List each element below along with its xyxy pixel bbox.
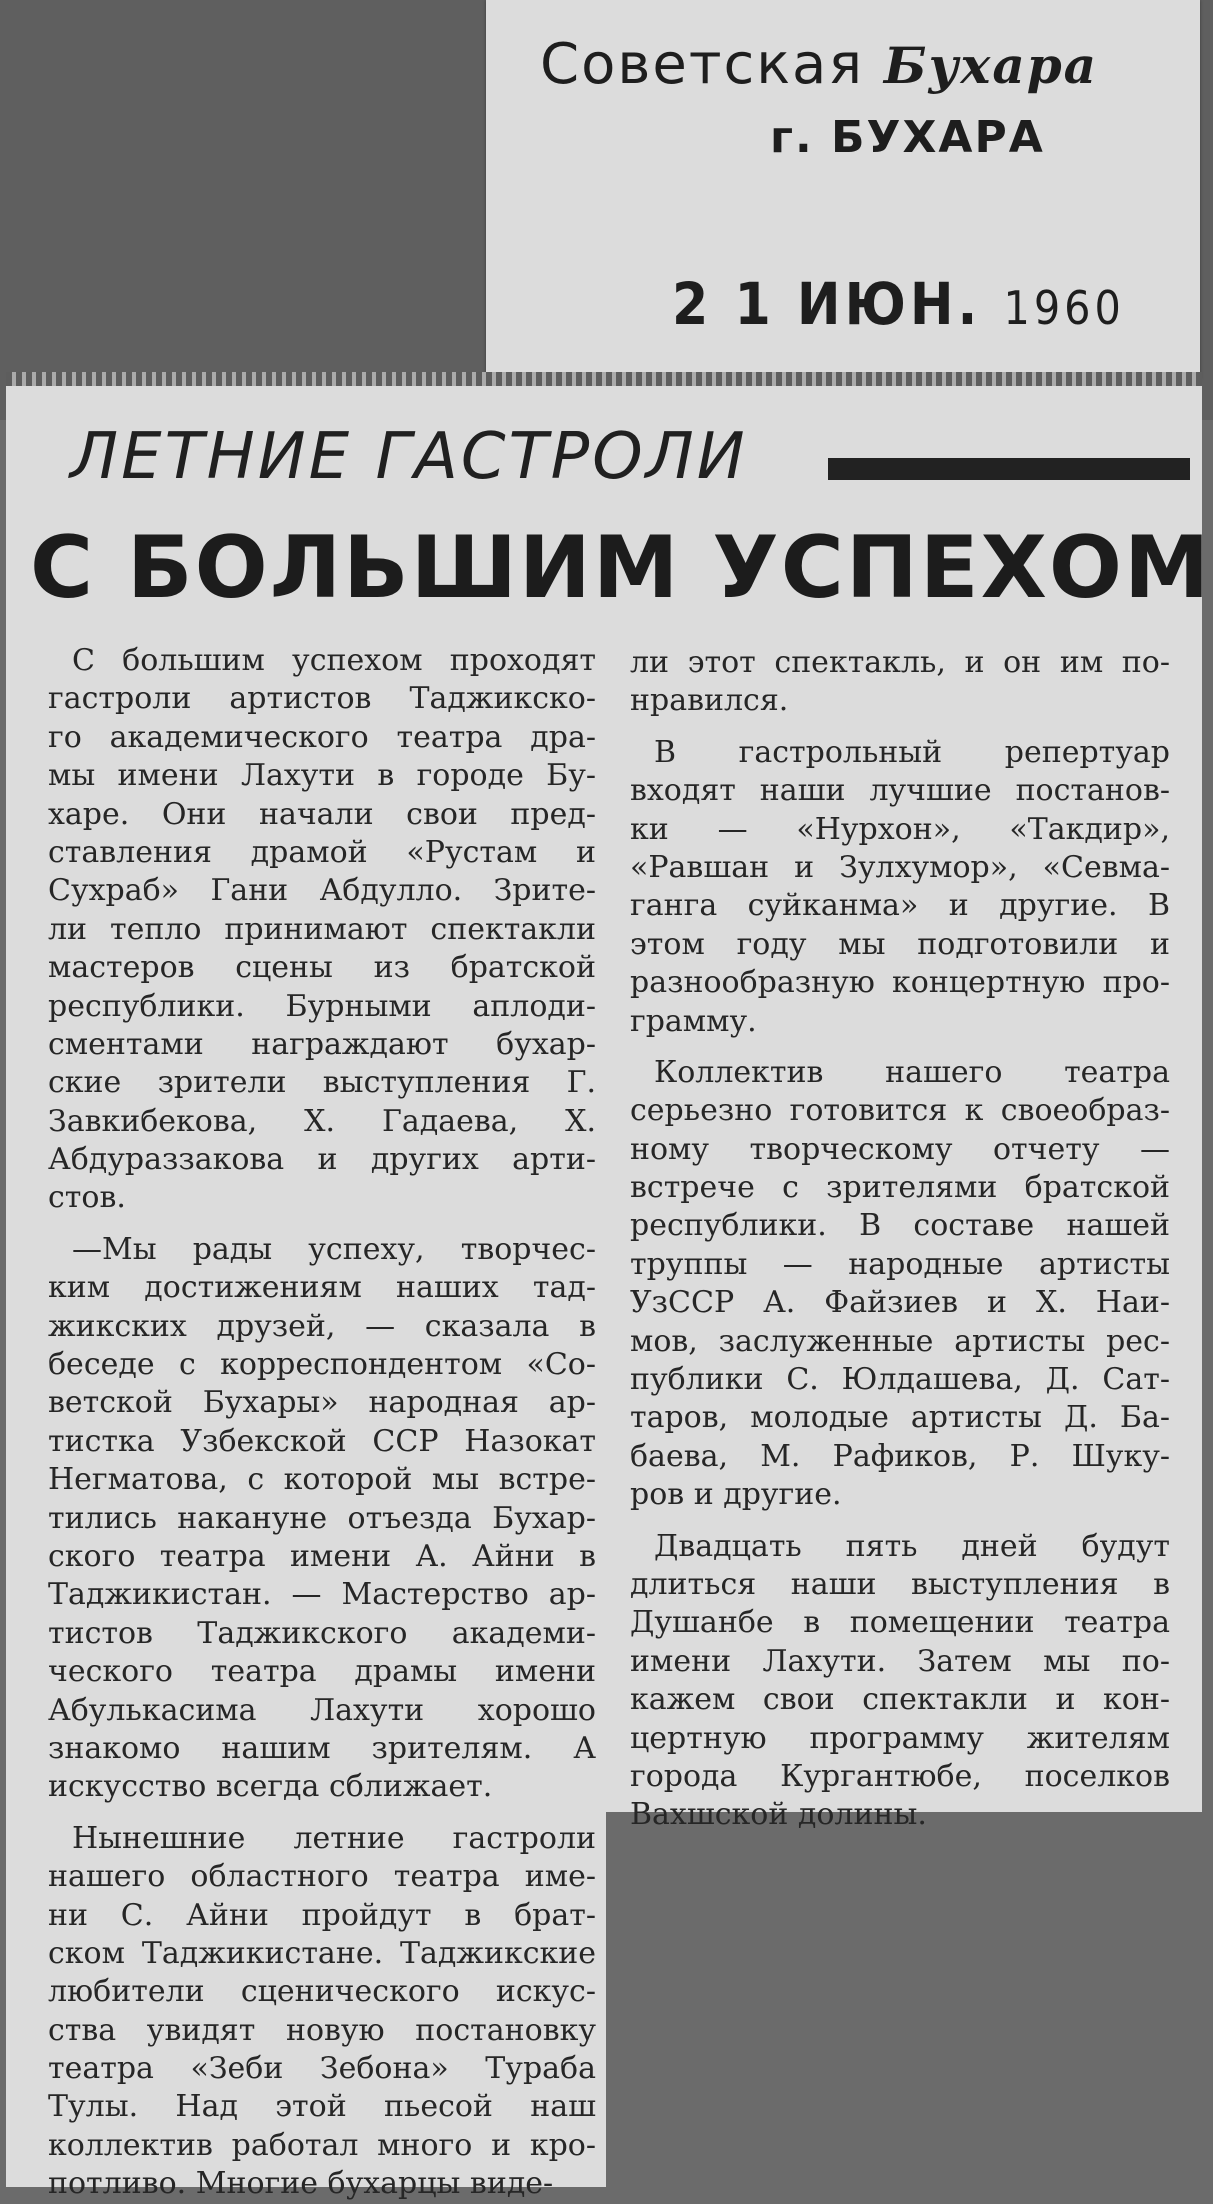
article-line: труппы — народные артисты xyxy=(630,1246,1170,1282)
article-line: потливо. Многие бухарцы виде- xyxy=(48,2166,554,2202)
article-line: мастеров сцены из братской xyxy=(48,950,596,986)
article-line: ров и другие. xyxy=(630,1477,842,1513)
stamp-newspaper-name: Советская Бухара xyxy=(540,32,1099,97)
article-line: Абдураззакова и других арти- xyxy=(48,1142,596,1178)
article-line: ки — «Нурхон», «Такдир», xyxy=(630,811,1170,847)
article-line: таров, молодые артисты Д. Ба- xyxy=(630,1400,1170,1436)
article-line: жикских друзей, — сказала в xyxy=(48,1308,596,1344)
article-line: Тулы. Над этой пьесой наш xyxy=(48,2089,596,2125)
article-line: Душанбе в помещении театра xyxy=(630,1605,1170,1641)
article-line: города Кургантюбе, поселков xyxy=(630,1758,1170,1794)
article-line: ческого театра драмы имени xyxy=(48,1654,596,1690)
article-line: тистка Узбекской ССР Назокат xyxy=(48,1423,596,1459)
article-line: имени Лахути. Затем мы по- xyxy=(630,1643,1170,1679)
article-line: гастроли артистов Таджикско- xyxy=(48,681,596,717)
article-line: цертную программу жителям xyxy=(630,1720,1170,1756)
article-line: Нынешние летние гастроли xyxy=(72,1820,596,1856)
article-line: длиться наши выступления в xyxy=(630,1566,1170,1602)
article-line: мов, заслуженные артисты рес- xyxy=(630,1323,1170,1359)
article-line: ганга суйканма» и другие. В xyxy=(630,888,1170,924)
article-line: публики С. Юлдашева, Д. Сат- xyxy=(630,1362,1170,1398)
article-line: Абулькасима Лахути хорошо xyxy=(48,1692,596,1728)
article-line: Коллектив нашего театра xyxy=(654,1054,1170,1090)
article-line: Вахшской долины. xyxy=(630,1797,927,1833)
article-line: серьезно готовится к своеобраз- xyxy=(630,1093,1170,1129)
article-line: го академического театра дра- xyxy=(48,719,596,755)
stamp-newspaper-name-handwritten: Бухара xyxy=(883,36,1099,95)
stamp-date: 2 1 ИЮН. 1960 xyxy=(672,270,1125,338)
article-line: —Мы рады успеху, творчес- xyxy=(72,1231,596,1267)
article-line: нравился. xyxy=(630,683,789,719)
decorative-border-rule xyxy=(6,372,1202,386)
article-line: республики. Бурными аплоди- xyxy=(48,988,596,1024)
article-line: харе. Они начали свои пред- xyxy=(48,796,596,832)
stamp-year: 1960 xyxy=(1003,281,1125,335)
article-line: стов. xyxy=(48,1180,126,1216)
article-line: ли этот спектакль, и он им по- xyxy=(630,645,1170,680)
article-line: «Равшан и Зулхумор», «Севма- xyxy=(630,849,1170,885)
article-line: сментами награждают бухар- xyxy=(48,1026,596,1062)
article-column-right xyxy=(630,644,1170,1835)
article-rubric: ЛЕТНИЕ ГАСТРОЛИ xyxy=(70,420,748,494)
article-line: ному творческому отчету — xyxy=(630,1131,1170,1167)
article-line: разнообразную концертную про- xyxy=(630,965,1170,1001)
article-line: ские зрители выступления Г. xyxy=(48,1065,596,1101)
article-line: нашего областного театра име- xyxy=(48,1859,596,1895)
article-line: ким достижениям наших тад- xyxy=(48,1270,596,1306)
article-line: Негматова, с которой мы встре- xyxy=(48,1462,596,1498)
rubric-bar xyxy=(828,458,1190,480)
article-headline: С БОЛЬШИМ УСПЕХОМ xyxy=(30,518,1212,618)
paragraph-gap xyxy=(48,1218,596,1231)
article-line: ставления драмой «Рустам и xyxy=(48,834,596,870)
article-line: ском Таджикистане. Таджикские xyxy=(48,1935,596,1971)
article-column-left xyxy=(48,642,596,2204)
article-line: этом году мы подготовили и xyxy=(630,926,1170,962)
article-line: Завкибекова, Х. Гадаева, Х. xyxy=(48,1103,596,1139)
article-line: ветской Бухары» народная ар- xyxy=(48,1385,596,1421)
article-line: беседе с корреспондентом «Со- xyxy=(48,1347,596,1383)
article-line: знакомо нашим зрителям. А xyxy=(48,1730,596,1766)
paragraph-gap xyxy=(630,721,1170,734)
article-line: коллектив работал много и кро- xyxy=(48,2127,596,2163)
article-line: грамму. xyxy=(630,1003,757,1039)
article-line: ни С. Айни пройдут в брат- xyxy=(48,1897,596,1933)
article-line: С большим успехом проходят xyxy=(72,643,596,678)
article-line: искусство всегда сближает. xyxy=(48,1769,493,1805)
article-line: ли тепло принимают спектакли xyxy=(48,911,596,947)
article-line: Таджикистан. — Мастерство ар- xyxy=(48,1577,596,1613)
article-line: Двадцать пять дней будут xyxy=(654,1528,1170,1564)
paragraph-gap xyxy=(630,1041,1170,1054)
article-line: кажем свои спектакли и кон- xyxy=(630,1682,1170,1718)
article-line: ства увидят новую постановку xyxy=(48,2012,596,2048)
article-line: республики. В составе нашей xyxy=(630,1208,1170,1244)
article-line: любители сценического искус- xyxy=(48,1974,596,2010)
article-line: театра «Зеби Зебона» Тураба xyxy=(48,2051,596,2087)
article-line: встрече с зрителями братской xyxy=(630,1170,1170,1206)
article-line: тились накануне отъезда Бухар- xyxy=(48,1500,596,1536)
stamp-city: г. БУХАРА xyxy=(770,112,1045,163)
article-line: входят наши лучшие постанов- xyxy=(630,773,1170,809)
article-line: В гастрольный репертуар xyxy=(654,734,1170,770)
article-line: тистов Таджикского академи- xyxy=(48,1615,596,1651)
article-line: УзССР А. Файзиев и Х. Наи- xyxy=(630,1285,1170,1321)
article-line: мы имени Лахути в городе Бу- xyxy=(48,758,596,794)
article-line: Сухраб» Гани Абдулло. Зрите- xyxy=(48,873,596,909)
article-line: баева, М. Рафиков, Р. Шуку- xyxy=(630,1438,1170,1474)
paragraph-gap xyxy=(48,1807,596,1820)
paragraph-gap xyxy=(630,1515,1170,1528)
article-line: ского театра имени А. Айни в xyxy=(48,1538,596,1574)
